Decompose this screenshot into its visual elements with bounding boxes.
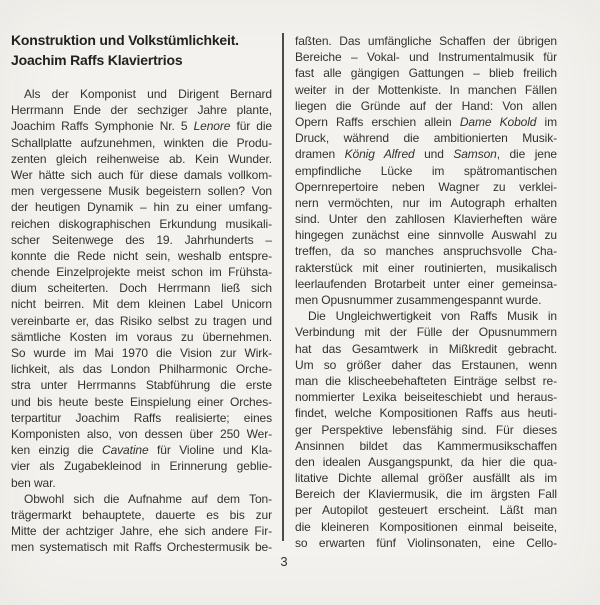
- text-line: man die klischeebehafteten Einträge selbst re-: [295, 373, 557, 388]
- text-line: Wer hätte sich auch für diese damals vollkom-: [11, 167, 272, 182]
- text-line: liegen die Gründe auf der Hand: Von allen: [295, 98, 557, 113]
- text-line: den idealen Ausgangspunkt, da hier die qua-: [295, 454, 557, 469]
- article-title-line-2: Joachim Raffs Klaviertrios: [11, 52, 183, 68]
- text-line: fast alle gängigen Gattungen – blieb freilich: [295, 66, 557, 81]
- text-line: Ansinnen bildet das Kammermusikschaffen: [295, 438, 557, 453]
- text-line: lichkeit, als das London Philharmonic Orche-: [11, 362, 272, 377]
- text-line: men vergessene Musik begeistern sollen? Von: [11, 184, 272, 199]
- text-line: Herrmann Ende der sechziger Jahre plante,: [11, 103, 272, 118]
- text-line: leerlaufenden Brotarbeit unter einer gemeinsa-: [295, 276, 557, 291]
- text-line: Verbindung mit der Fülle der Opusnummern: [295, 325, 557, 340]
- text-line: vier als Zugabekleinod in Erinnerung geblie-: [11, 459, 272, 474]
- text-line: ger Perspektive lebensfähig sind. Für dieses: [295, 422, 557, 437]
- column-divider-rule: [282, 33, 284, 541]
- text-line: die kleineren Kompositionen einmal beiseite,: [295, 519, 557, 534]
- text-line: terpartitur Joachim Raffs realisierte; eines: [11, 410, 272, 425]
- text-line: Bereiche – Vokal- und Instrumentalmusik für: [295, 50, 557, 65]
- text-line: ken einzig die Cavatine für Violine und Kla-: [11, 443, 272, 458]
- text-line: scher Seitenwege des 19. Jahrhunderts –: [11, 232, 272, 247]
- text-line: So wurde im Mai 1970 die Vision zur Wirk-: [11, 346, 272, 360]
- text-line: nommierter Lexika beiseiteschiebt und heraus-: [295, 390, 557, 405]
- text-line: per Autopilot gesteuert erscheint. Läßt man: [295, 503, 557, 518]
- text-line: so erwarten fünf Violinsonaten, eine Cello-: [295, 535, 557, 550]
- text-line: faßten. Das umfängliche Schaffen der übrigen: [295, 34, 557, 48]
- text-line: litative Dichte allemal größer ausfällt als im: [295, 471, 557, 486]
- text-line: zenten gleich reihenweise ab. Kein Wunder.: [11, 151, 272, 166]
- text-line: dramen König Alfred und Samson, die jene: [295, 147, 557, 162]
- text-line: Mitte der achtziger Jahre, ehe sich andere Fir-: [11, 524, 272, 539]
- text-line: Obwohl sich die Aufnahme auf dem Ton-: [24, 491, 272, 506]
- text-line: sind. Unter den zahllosen Klavierheften wäre: [295, 212, 557, 227]
- text-line: nern vermöchten, nur im Autograph erhalten: [295, 195, 557, 210]
- text-line: Komponisten also, von dessen über 250 Wer-: [11, 426, 272, 441]
- article-title: [11, 30, 273, 70]
- text-line: reichen diskographischen Erkundung musikali-: [11, 216, 272, 231]
- text-line: vereinbarte er, das Risiko selbst zu tragen und: [11, 313, 272, 328]
- text-line: Die Ungleichwertigkeit von Raffs Musik in: [308, 309, 557, 324]
- text-line: Joachim Raffs Symphonie Nr. 5 Lenore für die: [11, 119, 272, 134]
- text-line: konnte die Rede nicht sein, weshalb entspre-: [11, 248, 272, 263]
- text-line: dium scheiterten. Doch Herrmann ließ sich: [11, 281, 272, 296]
- text-line: rakterstück mit einer routinierten, musikalisch: [295, 260, 557, 275]
- text-line: findet, welche Kompositionen Raffs aus heuti-: [295, 406, 557, 421]
- text-line: treffen, da so manches anspruchsvolle Cha-: [295, 244, 557, 259]
- text-line: trägermarkt behauptete, dauerte es bis zur: [11, 507, 272, 522]
- text-line: der heutigen Dynamik – hin zu einer umfang-: [11, 200, 272, 215]
- text-line: Opernrepertoire neben Wagner zu verklei-: [295, 179, 557, 194]
- text-line: Schallplatte aufzunehmen, winkten die Produ-: [11, 135, 272, 150]
- text-line: weiter in der Mottenkiste. In manchen Fällen: [295, 82, 557, 97]
- text-line: hingegen zunächst eine sinnvolle Auswahl zu: [295, 228, 557, 243]
- text-line: Um so größer daher das Erstaunen, wenn: [295, 357, 557, 372]
- text-line: men systematisch mit Raffs Orchestermusik be-: [11, 540, 272, 555]
- text-line: Als der Komponist und Dirigent Bernard: [24, 87, 272, 101]
- text-line: men Opusnummer zusammengespannt wurde.: [295, 293, 542, 307]
- page-number: 3: [280, 554, 288, 569]
- text-line: hat das Gesamtwerk in Mißkredit gebracht.: [295, 341, 557, 356]
- text-line: Bereich der Klaviermusik, die im ärgsten Fall: [295, 487, 557, 502]
- text-line: stra unter Herrmanns Stabführung die erste: [11, 378, 272, 393]
- text-line: ben war.: [11, 475, 56, 490]
- article-title-line-1: Konstruktion und Volkstümlichkeit.: [11, 32, 239, 48]
- text-line: empfindliche Lücke im spätromantischen: [295, 163, 557, 178]
- text-line: chende Einzelprojekte meist schon im Frühsta-: [11, 265, 272, 280]
- text-line: Opern Raffs erschien allein Dame Kobold im: [295, 114, 557, 129]
- left-text-column: [11, 86, 272, 555]
- text-line: und bis heute beste Einspielung einer Orches-: [11, 394, 272, 409]
- right-text-column: [295, 33, 557, 551]
- text-line: Druck, während die ambitionierten Musik-: [295, 131, 557, 146]
- text-line: sämtliche Kosten im voraus zu übernehmen.: [11, 329, 272, 344]
- text-line: nicht beirren. Mit dem kleinen Label Unicorn: [11, 297, 272, 312]
